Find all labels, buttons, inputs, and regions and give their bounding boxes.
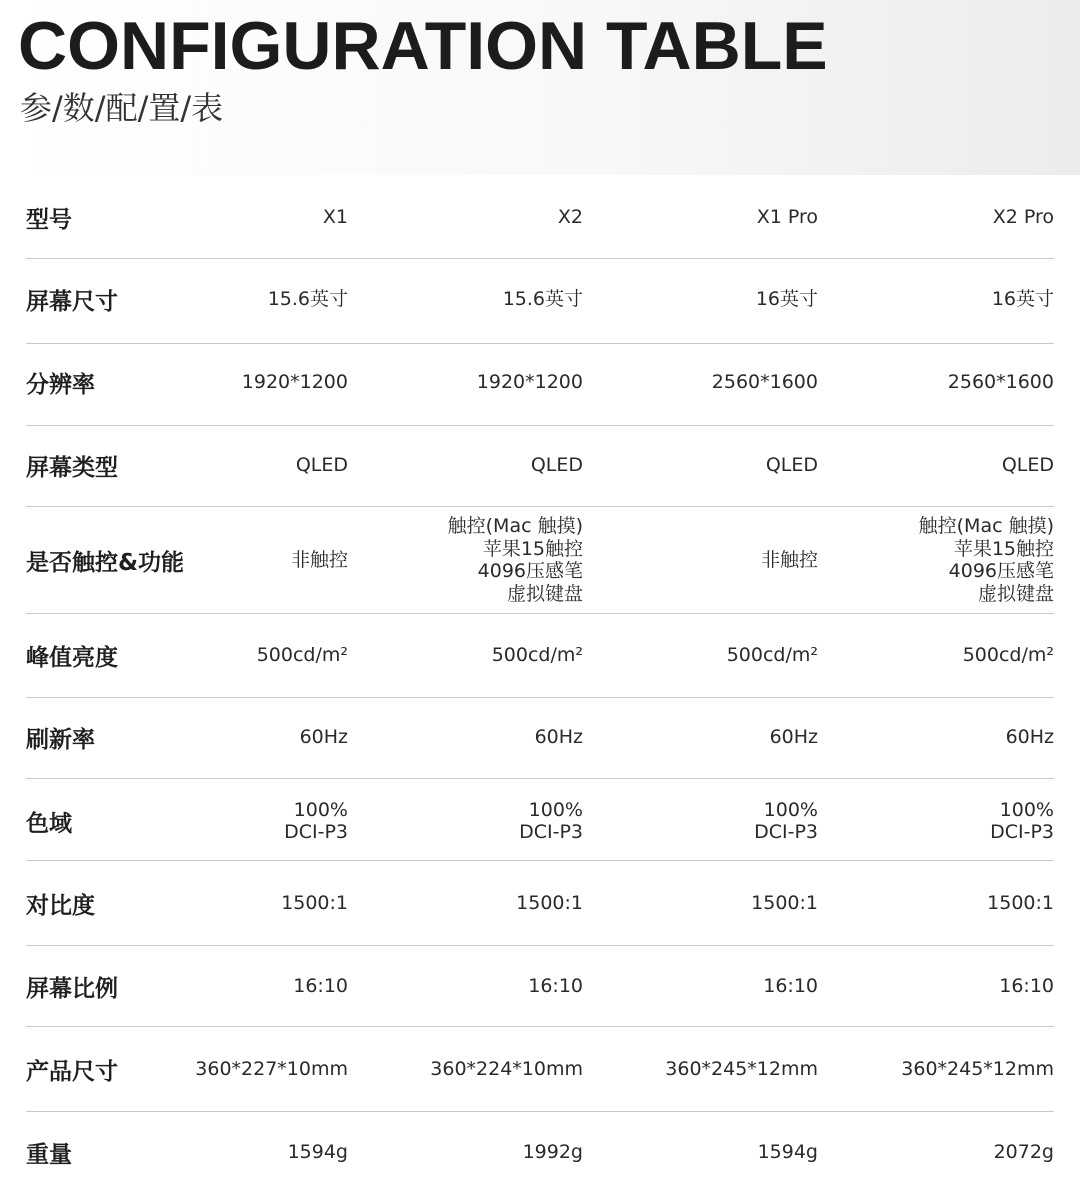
table-cell: 触控(Mac 触摸) 苹果15触控 4096压感笔 虚拟键盘 [447, 515, 583, 605]
table-cell: 触控(Mac 触摸) 苹果15触控 4096压感笔 虚拟键盘 [918, 515, 1054, 605]
row-label: 刷新率 [26, 726, 95, 753]
row-label: 分辨率 [26, 371, 95, 398]
table-cell: 360*224*10mm [430, 1057, 583, 1080]
table-cell: 1500:1 [281, 891, 348, 914]
table-cell: 1992g [522, 1140, 583, 1163]
table-cell: X2 Pro [992, 205, 1054, 228]
table-cell: X1 [322, 205, 348, 228]
page-subtitle: 参/数/配/置/表 [20, 89, 224, 127]
table-cell: QLED [530, 453, 583, 476]
table-cell: 100% DCI-P3 [519, 798, 583, 843]
table-cell: 1500:1 [751, 891, 818, 914]
table-cell: 360*227*10mm [195, 1057, 348, 1080]
table-cell: 500cd/m² [962, 643, 1054, 666]
table-cell: 1500:1 [987, 891, 1054, 914]
row-divider [26, 613, 1054, 614]
table-cell: 非触控 [760, 548, 818, 571]
row-label: 对比度 [26, 892, 95, 919]
table-cell: 360*245*12mm [665, 1057, 818, 1080]
row-divider [26, 697, 1054, 698]
table-cell: 1920*1200 [476, 370, 583, 393]
table-cell: 16:10 [763, 974, 818, 997]
table-cell: 15.6英寸 [267, 287, 348, 310]
row-label: 是否触控&功能 [26, 549, 185, 576]
table-cell: QLED [1001, 453, 1054, 476]
table-cell: 16英寸 [755, 287, 818, 310]
table-cell: 100% DCI-P3 [284, 798, 348, 843]
table-cell: 2072g [993, 1140, 1054, 1163]
row-label: 屏幕尺寸 [26, 288, 118, 315]
table-cell: X2 [557, 205, 583, 228]
table-cell: 15.6英寸 [502, 287, 583, 310]
row-label: 色域 [26, 810, 72, 837]
row-label: 产品尺寸 [26, 1058, 118, 1085]
table-cell: QLED [765, 453, 818, 476]
table-cell: 60Hz [769, 725, 818, 748]
row-label: 屏幕类型 [26, 454, 118, 481]
header [0, 0, 1080, 175]
row-label: 重量 [26, 1141, 72, 1168]
table-cell: 360*245*12mm [901, 1057, 1054, 1080]
table-cell: 16:10 [999, 974, 1054, 997]
table-cell: 1594g [757, 1140, 818, 1163]
table-cell: 100% DCI-P3 [754, 798, 818, 843]
table-cell: 非触控 [290, 548, 348, 571]
table-cell: 60Hz [299, 725, 348, 748]
row-divider [26, 425, 1054, 426]
row-divider [26, 258, 1054, 259]
row-label: 峰值亮度 [26, 644, 118, 671]
row-divider [26, 945, 1054, 946]
table-cell: 1920*1200 [241, 370, 348, 393]
table-cell: 2560*1600 [947, 370, 1054, 393]
table-cell: 100% DCI-P3 [990, 798, 1054, 843]
table-cell: 1594g [287, 1140, 348, 1163]
row-divider [26, 1111, 1054, 1112]
table-cell: 60Hz [534, 725, 583, 748]
table-cell: 16:10 [293, 974, 348, 997]
table-cell: 2560*1600 [711, 370, 818, 393]
table-cell: 1500:1 [516, 891, 583, 914]
table-cell: QLED [295, 453, 348, 476]
row-divider [26, 778, 1054, 779]
row-divider [26, 343, 1054, 344]
table-cell: 16英寸 [991, 287, 1054, 310]
row-label: 屏幕比例 [26, 975, 118, 1002]
table-cell: 500cd/m² [256, 643, 348, 666]
row-divider [26, 1026, 1054, 1027]
table-cell: 500cd/m² [491, 643, 583, 666]
table-cell: X1 Pro [756, 205, 818, 228]
row-label: 型号 [26, 206, 72, 233]
page-title: CONFIGURATION TABLE [18, 8, 828, 84]
table-cell: 500cd/m² [726, 643, 818, 666]
table-cell: 16:10 [528, 974, 583, 997]
table-cell: 60Hz [1005, 725, 1054, 748]
row-divider [26, 860, 1054, 861]
row-divider [26, 506, 1054, 507]
